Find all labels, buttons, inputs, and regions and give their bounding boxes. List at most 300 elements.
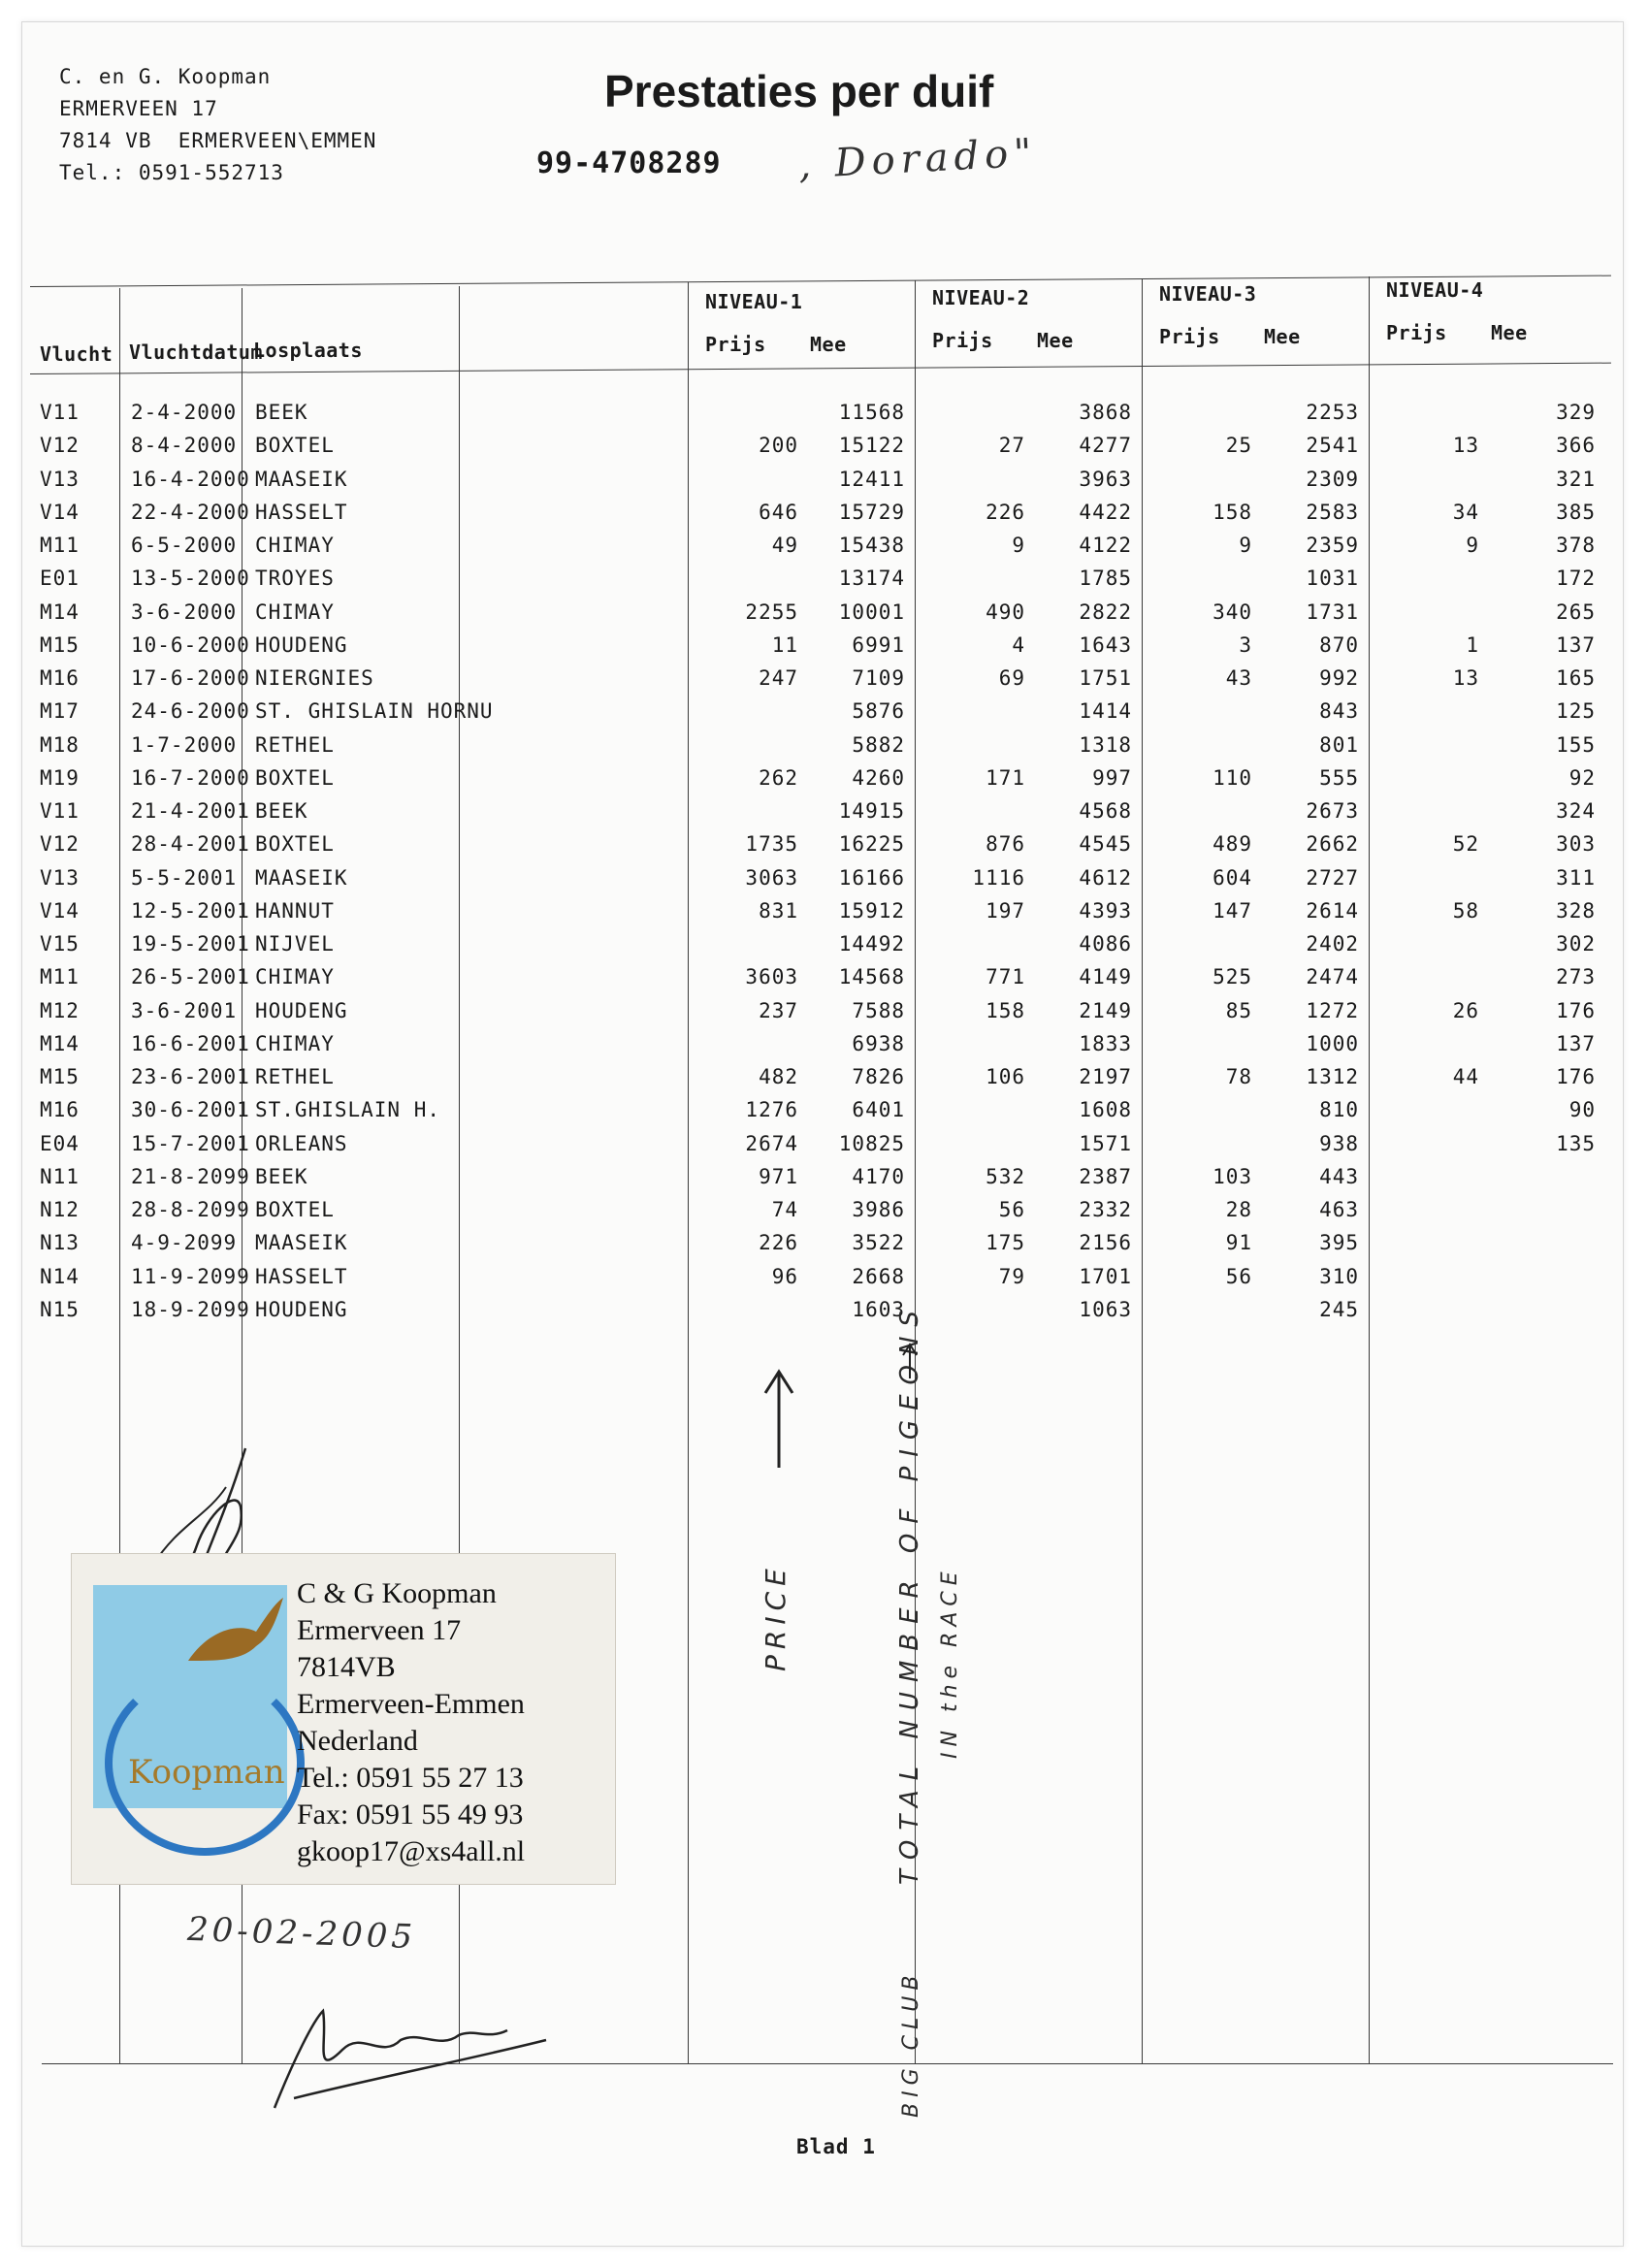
- table-row: [22, 766, 1623, 799]
- cell-n2-mee: 1318: [1079, 732, 1132, 757]
- cell-vlucht: M16: [40, 1098, 80, 1122]
- table-row: [22, 899, 1623, 932]
- cell-vlucht: M15: [40, 1065, 80, 1088]
- header-niveau-2: NIVEAU-2: [932, 286, 1030, 309]
- cell-losplaats: BEEK: [255, 799, 308, 823]
- cell-vlucht: M19: [40, 765, 80, 790]
- cell-n4-mee: 155: [1556, 732, 1596, 757]
- cell-vlucht: V15: [40, 932, 80, 956]
- cell-n1-mee: 16166: [838, 865, 905, 890]
- cell-n3-prijs: 25: [1225, 434, 1252, 458]
- cell-n3-mee: 801: [1319, 732, 1359, 757]
- table-row: [22, 1098, 1623, 1131]
- table-row: [22, 1265, 1623, 1298]
- cell-n1-mee: 1603: [852, 1297, 905, 1321]
- table-header-rule: [30, 363, 1611, 374]
- cell-n2-mee: 4122: [1079, 534, 1132, 557]
- cell-n2-prijs: 9: [1012, 534, 1025, 557]
- cell-losplaats: ST.GHISLAIN H.: [255, 1098, 441, 1122]
- table-row: [22, 600, 1623, 633]
- cell-n2-prijs: 69: [998, 666, 1025, 690]
- table-row: [22, 501, 1623, 534]
- table-row: [22, 733, 1623, 766]
- cell-n3-mee: 395: [1319, 1231, 1359, 1255]
- cell-n4-mee: 321: [1556, 467, 1596, 491]
- cell-n3-mee: 2253: [1306, 401, 1359, 424]
- cell-n1-mee: 15912: [838, 898, 905, 923]
- cell-n4-mee: 366: [1556, 434, 1596, 458]
- cell-n2-mee: 1414: [1079, 699, 1132, 724]
- card-line: Fax: 0591 55 49 93: [297, 1798, 524, 1831]
- card-line: gkoop17@xs4all.nl: [297, 1835, 526, 1867]
- cell-n1-prijs: 3063: [745, 865, 798, 890]
- cell-vlucht: M15: [40, 632, 80, 657]
- cell-vlucht: N14: [40, 1264, 80, 1288]
- header-niveau-4-mee: Mee: [1491, 321, 1528, 344]
- cell-losplaats: BEEK: [255, 401, 308, 424]
- table-row: [22, 965, 1623, 998]
- header-niveau-3: NIVEAU-3: [1159, 282, 1257, 306]
- cell-vlucht: V14: [40, 500, 80, 524]
- cell-n2-prijs: 79: [998, 1264, 1025, 1288]
- business-card-sticker: [71, 1553, 616, 1885]
- cell-vluchtdatum: 24-6-2000: [131, 699, 250, 724]
- cell-vlucht: E01: [40, 567, 80, 591]
- cell-n4-mee: 92: [1568, 765, 1596, 790]
- cell-vlucht: M14: [40, 599, 80, 624]
- cell-n3-prijs: 28: [1225, 1198, 1252, 1221]
- cell-n1-mee: 15729: [838, 500, 905, 524]
- cell-losplaats: BOXTEL: [255, 832, 335, 857]
- cell-n3-mee: 810: [1319, 1098, 1359, 1122]
- cell-n2-mee: 1643: [1079, 632, 1132, 657]
- cell-n2-mee: 2197: [1079, 1065, 1132, 1088]
- cell-n2-prijs: 175: [986, 1231, 1025, 1255]
- cell-n3-prijs: 340: [1212, 599, 1252, 624]
- table-row: [22, 633, 1623, 666]
- cell-vluchtdatum: 10-6-2000: [131, 632, 250, 657]
- cell-n2-mee: 1571: [1079, 1131, 1132, 1155]
- cell-n4-mee: 329: [1556, 401, 1596, 424]
- header-niveau-2-mee: Mee: [1037, 329, 1074, 352]
- cell-losplaats: CHIMAY: [255, 1031, 335, 1055]
- cell-vluchtdatum: 11-9-2099: [131, 1264, 250, 1288]
- table-row: [22, 999, 1623, 1032]
- cell-vlucht: V11: [40, 799, 80, 823]
- cell-losplaats: HOUDENG: [255, 998, 348, 1022]
- cell-n3-prijs: 78: [1225, 1065, 1252, 1088]
- cell-n1-mee: 14492: [838, 932, 905, 956]
- cell-n4-mee: 265: [1556, 599, 1596, 624]
- cell-n1-mee: 12411: [838, 467, 905, 491]
- cell-losplaats: BOXTEL: [255, 1198, 335, 1221]
- cell-n3-mee: 2309: [1306, 467, 1359, 491]
- cell-vluchtdatum: 5-5-2001: [131, 865, 238, 890]
- cell-n3-mee: 310: [1319, 1264, 1359, 1288]
- cell-vlucht: V14: [40, 898, 80, 923]
- cell-losplaats: HOUDENG: [255, 1297, 348, 1321]
- cell-vluchtdatum: 23-6-2001: [131, 1065, 250, 1088]
- handwritten-pigeon-name: , Dorado": [796, 130, 1039, 188]
- in-race-note: IN the RACE: [938, 1566, 962, 1759]
- cell-vlucht: M14: [40, 1031, 80, 1055]
- cell-n2-mee: 3963: [1079, 467, 1132, 491]
- cell-n2-prijs: 171: [986, 765, 1025, 790]
- cell-vluchtdatum: 15-7-2001: [131, 1131, 250, 1155]
- cell-vluchtdatum: 1-7-2000: [131, 732, 238, 757]
- cell-n2-mee: 4545: [1079, 832, 1132, 857]
- table-row: [22, 1065, 1623, 1098]
- cell-n4-mee: 311: [1556, 865, 1596, 890]
- cell-n1-mee: 15122: [838, 434, 905, 458]
- cell-losplaats: ST. GHISLAIN HORNU: [255, 699, 494, 724]
- cell-n3-prijs: 9: [1239, 534, 1252, 557]
- header-niveau-4-prijs: Prijs: [1386, 321, 1447, 344]
- cell-vluchtdatum: 8-4-2000: [131, 434, 238, 458]
- cell-vluchtdatum: 28-4-2001: [131, 832, 250, 857]
- cell-n3-mee: 1272: [1306, 998, 1359, 1022]
- cell-losplaats: CHIMAY: [255, 534, 335, 557]
- cell-n4-prijs: 13: [1452, 434, 1479, 458]
- cell-vlucht: N15: [40, 1297, 80, 1321]
- cell-losplaats: MAASEIK: [255, 467, 348, 491]
- cell-n4-mee: 385: [1556, 500, 1596, 524]
- cell-n2-prijs: 490: [986, 599, 1025, 624]
- header-vluchtdatum: Vluchtdatum: [129, 340, 263, 364]
- cell-n1-mee: 6991: [852, 632, 905, 657]
- header-niveau-1-mee: Mee: [810, 333, 847, 356]
- cell-n3-mee: 2402: [1306, 932, 1359, 956]
- cell-n3-mee: 2614: [1306, 898, 1359, 923]
- cell-n3-prijs: 489: [1212, 832, 1252, 857]
- cell-losplaats: HASSELT: [255, 500, 348, 524]
- cell-n1-prijs: 237: [759, 998, 798, 1022]
- cell-n4-mee: 328: [1556, 898, 1596, 923]
- cell-n1-mee: 16225: [838, 832, 905, 857]
- cell-n2-mee: 1063: [1079, 1297, 1132, 1321]
- cell-n2-mee: 4149: [1079, 965, 1132, 989]
- cell-n3-mee: 2359: [1306, 534, 1359, 557]
- cell-n1-prijs: 1276: [745, 1098, 798, 1122]
- cell-n4-mee: 137: [1556, 1031, 1596, 1055]
- cell-n2-mee: 1701: [1079, 1264, 1132, 1288]
- header-niveau-1-prijs: Prijs: [705, 333, 766, 356]
- cell-vlucht: V13: [40, 467, 80, 491]
- cell-vluchtdatum: 26-5-2001: [131, 965, 250, 989]
- table-row: [22, 866, 1623, 899]
- cell-vluchtdatum: 12-5-2001: [131, 898, 250, 923]
- cell-vlucht: N13: [40, 1231, 80, 1255]
- cell-vlucht: M16: [40, 666, 80, 690]
- cell-n1-prijs: 262: [759, 765, 798, 790]
- cell-n2-prijs: 771: [986, 965, 1025, 989]
- table-row: [22, 567, 1623, 599]
- cell-vluchtdatum: 17-6-2000: [131, 666, 250, 690]
- cell-n3-prijs: 103: [1212, 1164, 1252, 1188]
- cell-n2-prijs: 4: [1012, 632, 1025, 657]
- cell-vlucht: N11: [40, 1164, 80, 1188]
- table-row: [22, 434, 1623, 467]
- cell-n2-mee: 1608: [1079, 1098, 1132, 1122]
- ring-number: 99-4708289: [536, 146, 722, 180]
- cell-vluchtdatum: 18-9-2099: [131, 1297, 250, 1321]
- cell-vlucht: M11: [40, 965, 80, 989]
- table-row: [22, 1032, 1623, 1065]
- cell-n4-mee: 165: [1556, 666, 1596, 690]
- cell-n2-mee: 4568: [1079, 799, 1132, 823]
- table-row: [22, 832, 1623, 865]
- cell-n3-mee: 555: [1319, 765, 1359, 790]
- cell-n3-prijs: 3: [1239, 632, 1252, 657]
- cell-n3-mee: 2474: [1306, 965, 1359, 989]
- cell-losplaats: NIJVEL: [255, 932, 335, 956]
- cell-vluchtdatum: 28-8-2099: [131, 1198, 250, 1221]
- cell-n1-prijs: 96: [771, 1264, 798, 1288]
- small-arrow-up-icon: [895, 1342, 924, 1380]
- arrow-up-icon: [750, 1366, 808, 1473]
- cell-n3-mee: 245: [1319, 1297, 1359, 1321]
- card-line: Ermerveen 17: [297, 1614, 462, 1646]
- cell-n1-prijs: 200: [759, 434, 798, 458]
- card-line: Tel.: 0591 55 27 13: [297, 1762, 524, 1794]
- table-row: [22, 1165, 1623, 1198]
- cell-n2-mee: 2822: [1079, 599, 1132, 624]
- cell-n3-mee: 843: [1319, 699, 1359, 724]
- table-row: [22, 1132, 1623, 1165]
- cell-n4-mee: 303: [1556, 832, 1596, 857]
- cell-n3-prijs: 525: [1212, 965, 1252, 989]
- cell-vluchtdatum: 16-4-2000: [131, 467, 250, 491]
- cell-vlucht: E04: [40, 1131, 80, 1155]
- cell-n4-prijs: 26: [1452, 998, 1479, 1022]
- cell-vlucht: V12: [40, 832, 80, 857]
- cell-vlucht: V12: [40, 434, 80, 458]
- cell-n4-mee: 125: [1556, 699, 1596, 724]
- cell-losplaats: MAASEIK: [255, 1231, 348, 1255]
- cell-n4-mee: 324: [1556, 799, 1596, 823]
- cell-n4-prijs: 44: [1452, 1065, 1479, 1088]
- cell-n3-prijs: 43: [1225, 666, 1252, 690]
- cell-vlucht: V13: [40, 865, 80, 890]
- address-line: ERMERVEEN 17: [59, 97, 218, 120]
- cell-n2-prijs: 1116: [972, 865, 1025, 890]
- cell-vlucht: M11: [40, 534, 80, 557]
- cell-n3-mee: 1312: [1306, 1065, 1359, 1088]
- cell-n2-mee: 4422: [1079, 500, 1132, 524]
- cell-losplaats: TROYES: [255, 567, 335, 591]
- cell-losplaats: CHIMAY: [255, 599, 335, 624]
- cell-losplaats: BOXTEL: [255, 434, 335, 458]
- header-losplaats: Losplaats: [253, 339, 363, 362]
- card-line: Nederland: [297, 1725, 418, 1757]
- cell-n4-prijs: 58: [1452, 898, 1479, 923]
- table-row: [22, 1231, 1623, 1264]
- cell-n1-mee: 11568: [838, 401, 905, 424]
- cell-n1-mee: 6401: [852, 1098, 905, 1122]
- cell-n4-prijs: 1: [1466, 632, 1479, 657]
- page-title: Prestaties per duif: [604, 66, 994, 116]
- cell-n3-mee: 2541: [1306, 434, 1359, 458]
- owner-name: C. en G. Koopman: [59, 65, 272, 88]
- card-line: Ermerveen-Emmen: [297, 1688, 525, 1720]
- cell-losplaats: HASSELT: [255, 1264, 348, 1288]
- page-number: Blad 1: [796, 2135, 876, 2158]
- cell-n2-prijs: 158: [986, 998, 1025, 1022]
- cell-vlucht: M12: [40, 998, 80, 1022]
- table-row: [22, 534, 1623, 567]
- cell-n3-mee: 1031: [1306, 567, 1359, 591]
- cell-n3-prijs: 158: [1212, 500, 1252, 524]
- cell-n2-prijs: 876: [986, 832, 1025, 857]
- cell-n4-mee: 172: [1556, 567, 1596, 591]
- cell-n3-mee: 443: [1319, 1164, 1359, 1188]
- cell-losplaats: HANNUT: [255, 898, 335, 923]
- cell-n1-mee: 4170: [852, 1164, 905, 1188]
- cell-n3-mee: 463: [1319, 1198, 1359, 1221]
- cell-n4-mee: 135: [1556, 1131, 1596, 1155]
- cell-n2-prijs: 27: [998, 434, 1025, 458]
- card-line: 7814VB: [297, 1651, 396, 1683]
- cell-n2-mee: 1833: [1079, 1031, 1132, 1055]
- cell-n3-prijs: 91: [1225, 1231, 1252, 1255]
- cell-vluchtdatum: 2-4-2000: [131, 401, 238, 424]
- cell-n3-prijs: 147: [1212, 898, 1252, 923]
- table-top-rule: [30, 275, 1611, 287]
- cell-n2-prijs: 532: [986, 1164, 1025, 1188]
- cell-n1-prijs: 2674: [745, 1131, 798, 1155]
- cell-n2-mee: 4277: [1079, 434, 1132, 458]
- cell-n4-mee: 90: [1568, 1098, 1596, 1122]
- cell-losplaats: MAASEIK: [255, 865, 348, 890]
- cell-vluchtdatum: 21-8-2099: [131, 1164, 250, 1188]
- cell-n1-mee: 3986: [852, 1198, 905, 1221]
- cell-n3-mee: 2583: [1306, 500, 1359, 524]
- cell-n4-prijs: 52: [1452, 832, 1479, 857]
- cell-losplaats: RETHEL: [255, 732, 335, 757]
- cell-n3-prijs: 110: [1212, 765, 1252, 790]
- table-row: [22, 1298, 1623, 1331]
- cell-n3-prijs: 85: [1225, 998, 1252, 1022]
- cell-n4-mee: 137: [1556, 632, 1596, 657]
- cell-vluchtdatum: 13-5-2000: [131, 567, 250, 591]
- cell-n1-mee: 14568: [838, 965, 905, 989]
- card-contact-text: [297, 1575, 525, 1870]
- cell-n3-prijs: 56: [1225, 1264, 1252, 1288]
- cell-losplaats: HOUDENG: [255, 632, 348, 657]
- cell-vluchtdatum: 19-5-2001: [131, 932, 250, 956]
- cell-losplaats: CHIMAY: [255, 965, 335, 989]
- cell-n3-mee: 2673: [1306, 799, 1359, 823]
- header-niveau-3-prijs: Prijs: [1159, 325, 1220, 348]
- cell-n4-mee: 378: [1556, 534, 1596, 557]
- total-pigeons-note: TOTAL NUMBER OF PIGEONS: [895, 1301, 924, 1885]
- cell-vluchtdatum: 30-6-2001: [131, 1098, 250, 1122]
- cell-vluchtdatum: 4-9-2099: [131, 1231, 238, 1255]
- header-vlucht: Vlucht: [40, 342, 113, 366]
- cell-n1-prijs: 3603: [745, 965, 798, 989]
- cell-n1-prijs: 11: [771, 632, 798, 657]
- header-niveau-2-prijs: Prijs: [932, 329, 993, 352]
- header-niveau-1: NIVEAU-1: [705, 290, 803, 313]
- phone-line: Tel.: 0591-552713: [59, 161, 284, 184]
- cell-n1-prijs: 74: [771, 1198, 798, 1221]
- cell-vluchtdatum: 3-6-2000: [131, 599, 238, 624]
- cell-vlucht: N12: [40, 1198, 80, 1221]
- cell-losplaats: BOXTEL: [255, 765, 335, 790]
- cell-n1-mee: 7588: [852, 998, 905, 1022]
- cell-n2-mee: 2387: [1079, 1164, 1132, 1188]
- table-row: [22, 401, 1623, 434]
- cell-vlucht: V11: [40, 401, 80, 424]
- cell-n1-prijs: 226: [759, 1231, 798, 1255]
- cell-n1-prijs: 247: [759, 666, 798, 690]
- cell-n2-prijs: 106: [986, 1065, 1025, 1088]
- cell-n4-prijs: 13: [1452, 666, 1479, 690]
- cell-vluchtdatum: 16-7-2000: [131, 765, 250, 790]
- cell-n3-mee: 2662: [1306, 832, 1359, 857]
- cell-n2-prijs: 226: [986, 500, 1025, 524]
- cell-vluchtdatum: 6-5-2000: [131, 534, 238, 557]
- cell-losplaats: NIERGNIES: [255, 666, 374, 690]
- cell-n1-mee: 7826: [852, 1065, 905, 1088]
- cell-n4-mee: 302: [1556, 932, 1596, 956]
- table-row: [22, 699, 1623, 732]
- cell-n4-mee: 176: [1556, 998, 1596, 1022]
- cell-n1-mee: 10001: [838, 599, 905, 624]
- cell-losplaats: BEEK: [255, 1164, 308, 1188]
- cell-n1-prijs: 831: [759, 898, 798, 923]
- cell-n3-mee: 2727: [1306, 865, 1359, 890]
- cell-n1-prijs: 646: [759, 500, 798, 524]
- signature: [255, 1982, 566, 2127]
- logo-wordmark: Koopman: [128, 1753, 285, 1792]
- cell-n1-mee: 7109: [852, 666, 905, 690]
- cell-n2-mee: 3868: [1079, 401, 1132, 424]
- cell-n1-mee: 10825: [838, 1131, 905, 1155]
- bird-icon: [178, 1593, 285, 1680]
- table-row: [22, 932, 1623, 965]
- cell-n3-mee: 992: [1319, 666, 1359, 690]
- cell-n4-prijs: 9: [1466, 534, 1479, 557]
- postal-line: 7814 VB ERMERVEEN\EMMEN: [59, 129, 377, 152]
- cell-n3-mee: 938: [1319, 1131, 1359, 1155]
- cell-n1-prijs: 482: [759, 1065, 798, 1088]
- cell-n2-prijs: 56: [998, 1198, 1025, 1221]
- cell-n1-mee: 15438: [838, 534, 905, 557]
- cell-n4-mee: 273: [1556, 965, 1596, 989]
- cell-n1-prijs: 49: [771, 534, 798, 557]
- cell-n2-mee: 4612: [1079, 865, 1132, 890]
- table-row: [22, 468, 1623, 501]
- cell-n1-mee: 14915: [838, 799, 905, 823]
- cell-vlucht: M17: [40, 699, 80, 724]
- cell-n1-prijs: 971: [759, 1164, 798, 1188]
- cell-n4-prijs: 34: [1452, 500, 1479, 524]
- table-row: [22, 1198, 1623, 1231]
- cell-n1-mee: 3522: [852, 1231, 905, 1255]
- header-niveau-4: NIVEAU-4: [1386, 278, 1484, 302]
- cell-losplaats: ORLEANS: [255, 1131, 348, 1155]
- cell-n2-mee: 1751: [1079, 666, 1132, 690]
- price-note: PRICE: [760, 1563, 792, 1671]
- cell-n1-mee: 6938: [852, 1031, 905, 1055]
- card-line: C & G Koopman: [297, 1577, 497, 1609]
- cell-vluchtdatum: 22-4-2000: [131, 500, 250, 524]
- cell-n3-mee: 1731: [1306, 599, 1359, 624]
- cell-n2-mee: 4393: [1079, 898, 1132, 923]
- cell-vlucht: M18: [40, 732, 80, 757]
- cell-n3-prijs: 604: [1212, 865, 1252, 890]
